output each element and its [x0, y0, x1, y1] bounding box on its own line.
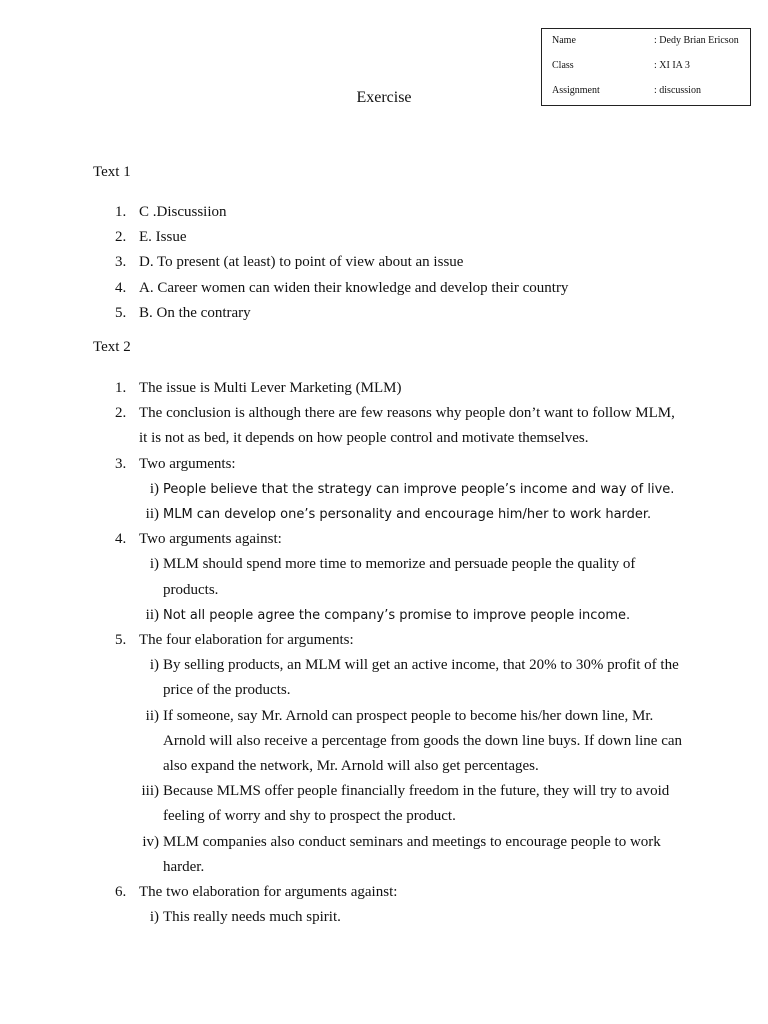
sub-list-item: i) By selling products, an MLM will get an active income, that 20% to 30% profit of the price of the products. [149, 657, 679, 699]
sub-list-item: ii) MLM can develop one’s personality and encourage him/her to work harder. [145, 506, 652, 523]
text2-heading: Text 2 [93, 339, 131, 355]
assignment-label: Assignment [552, 85, 600, 96]
list-item: 3. D. To present (at least) to point of view about an issue [115, 254, 464, 271]
sub-list-item: i) MLM should spend more time to memorize and persuade people the quality of products. [149, 556, 636, 598]
list-item: 1. C .Discussiion [115, 204, 227, 220]
name-value: : Dedy Brian Ericson [654, 35, 739, 46]
sub-list [139, 477, 685, 527]
sub-list-item: iv) MLM companies also conduct seminars and meetings to encourage people to work harder. [142, 833, 661, 875]
text1-answer-list [115, 200, 685, 326]
sub-list-item: ii) If someone, say Mr. Arnold can prospect people to become his/her down line, Mr. Arnold will also receive a percentage from goods the down line buys. If down line can also expand the network, Mr. Arnold will also get percentages. [145, 707, 683, 775]
list-item: 6. The two elaboration for arguments against: i) This really needs much spirit. [115, 880, 685, 930]
list-item: 3. Two arguments: i) People believe that the strategy can improve people’s income and way of live. ii) MLM can develop one’s personality and encourage him/her to work harder. [115, 452, 685, 528]
sub-list-item: i) This really needs much spirit. [149, 909, 341, 926]
sub-list [139, 653, 685, 880]
list-item: 4. A. Career women can widen their knowledge and develop their country [115, 279, 569, 296]
name-label: Name [552, 35, 576, 46]
list-item: 1. The issue is Multi Lever Marketing (MLM) [115, 380, 402, 396]
class-value: : XI IA 3 [654, 60, 690, 71]
list-item: 5. The four elaboration for arguments: i) By selling products, an MLM will get an active income, that 20% to 30% profit of the price of the products. ii) If someone, say Mr. Arnold can prospect people to become his/her down line, Mr. Arnold will also receive a percentage from goods the down line buys. If down line can also expand the network, Mr. Arnold will also get percentages. iii) Because MLMS offer people financially freedom in the future, they will try to avoid feeling of worry and shy to prospect the product. iv) MLM companies also conduct seminars and meetings to encourage people to work harder. [115, 628, 685, 880]
text1-heading: Text 1 [93, 164, 131, 180]
list-item: 4. Two arguments against: i) MLM should spend more time to memorize and persuade people the quality of products. ii) Not all people agree the company’s promise to improve people income. [115, 527, 685, 628]
sub-list [139, 905, 685, 930]
name-row [552, 35, 744, 49]
sub-list-item: iii) Because MLMS offer people financially freedom in the future, they will try to avoid feeling of worry and shy to prospect the product. [141, 783, 670, 825]
class-row [552, 60, 744, 74]
list-item: 2. E. Issue [115, 229, 187, 246]
class-label: Class [552, 60, 574, 71]
page-title: Exercise [356, 89, 412, 106]
sub-list-item: ii) Not all people agree the company’s promise to improve people income. [145, 606, 631, 623]
sub-list [139, 552, 685, 628]
text2-answer-list [115, 376, 685, 930]
assignment-value: : discussion [654, 85, 701, 96]
list-item: 5. B. On the contrary [115, 304, 251, 321]
list-item: 2. The conclusion is although there are few reasons why people don’t want to follow MLM, it is not as bed, it depends on how people control and motivate themselves. [115, 405, 675, 447]
sub-list-item: i) People believe that the strategy can improve people’s income and way of live. [149, 480, 675, 497]
